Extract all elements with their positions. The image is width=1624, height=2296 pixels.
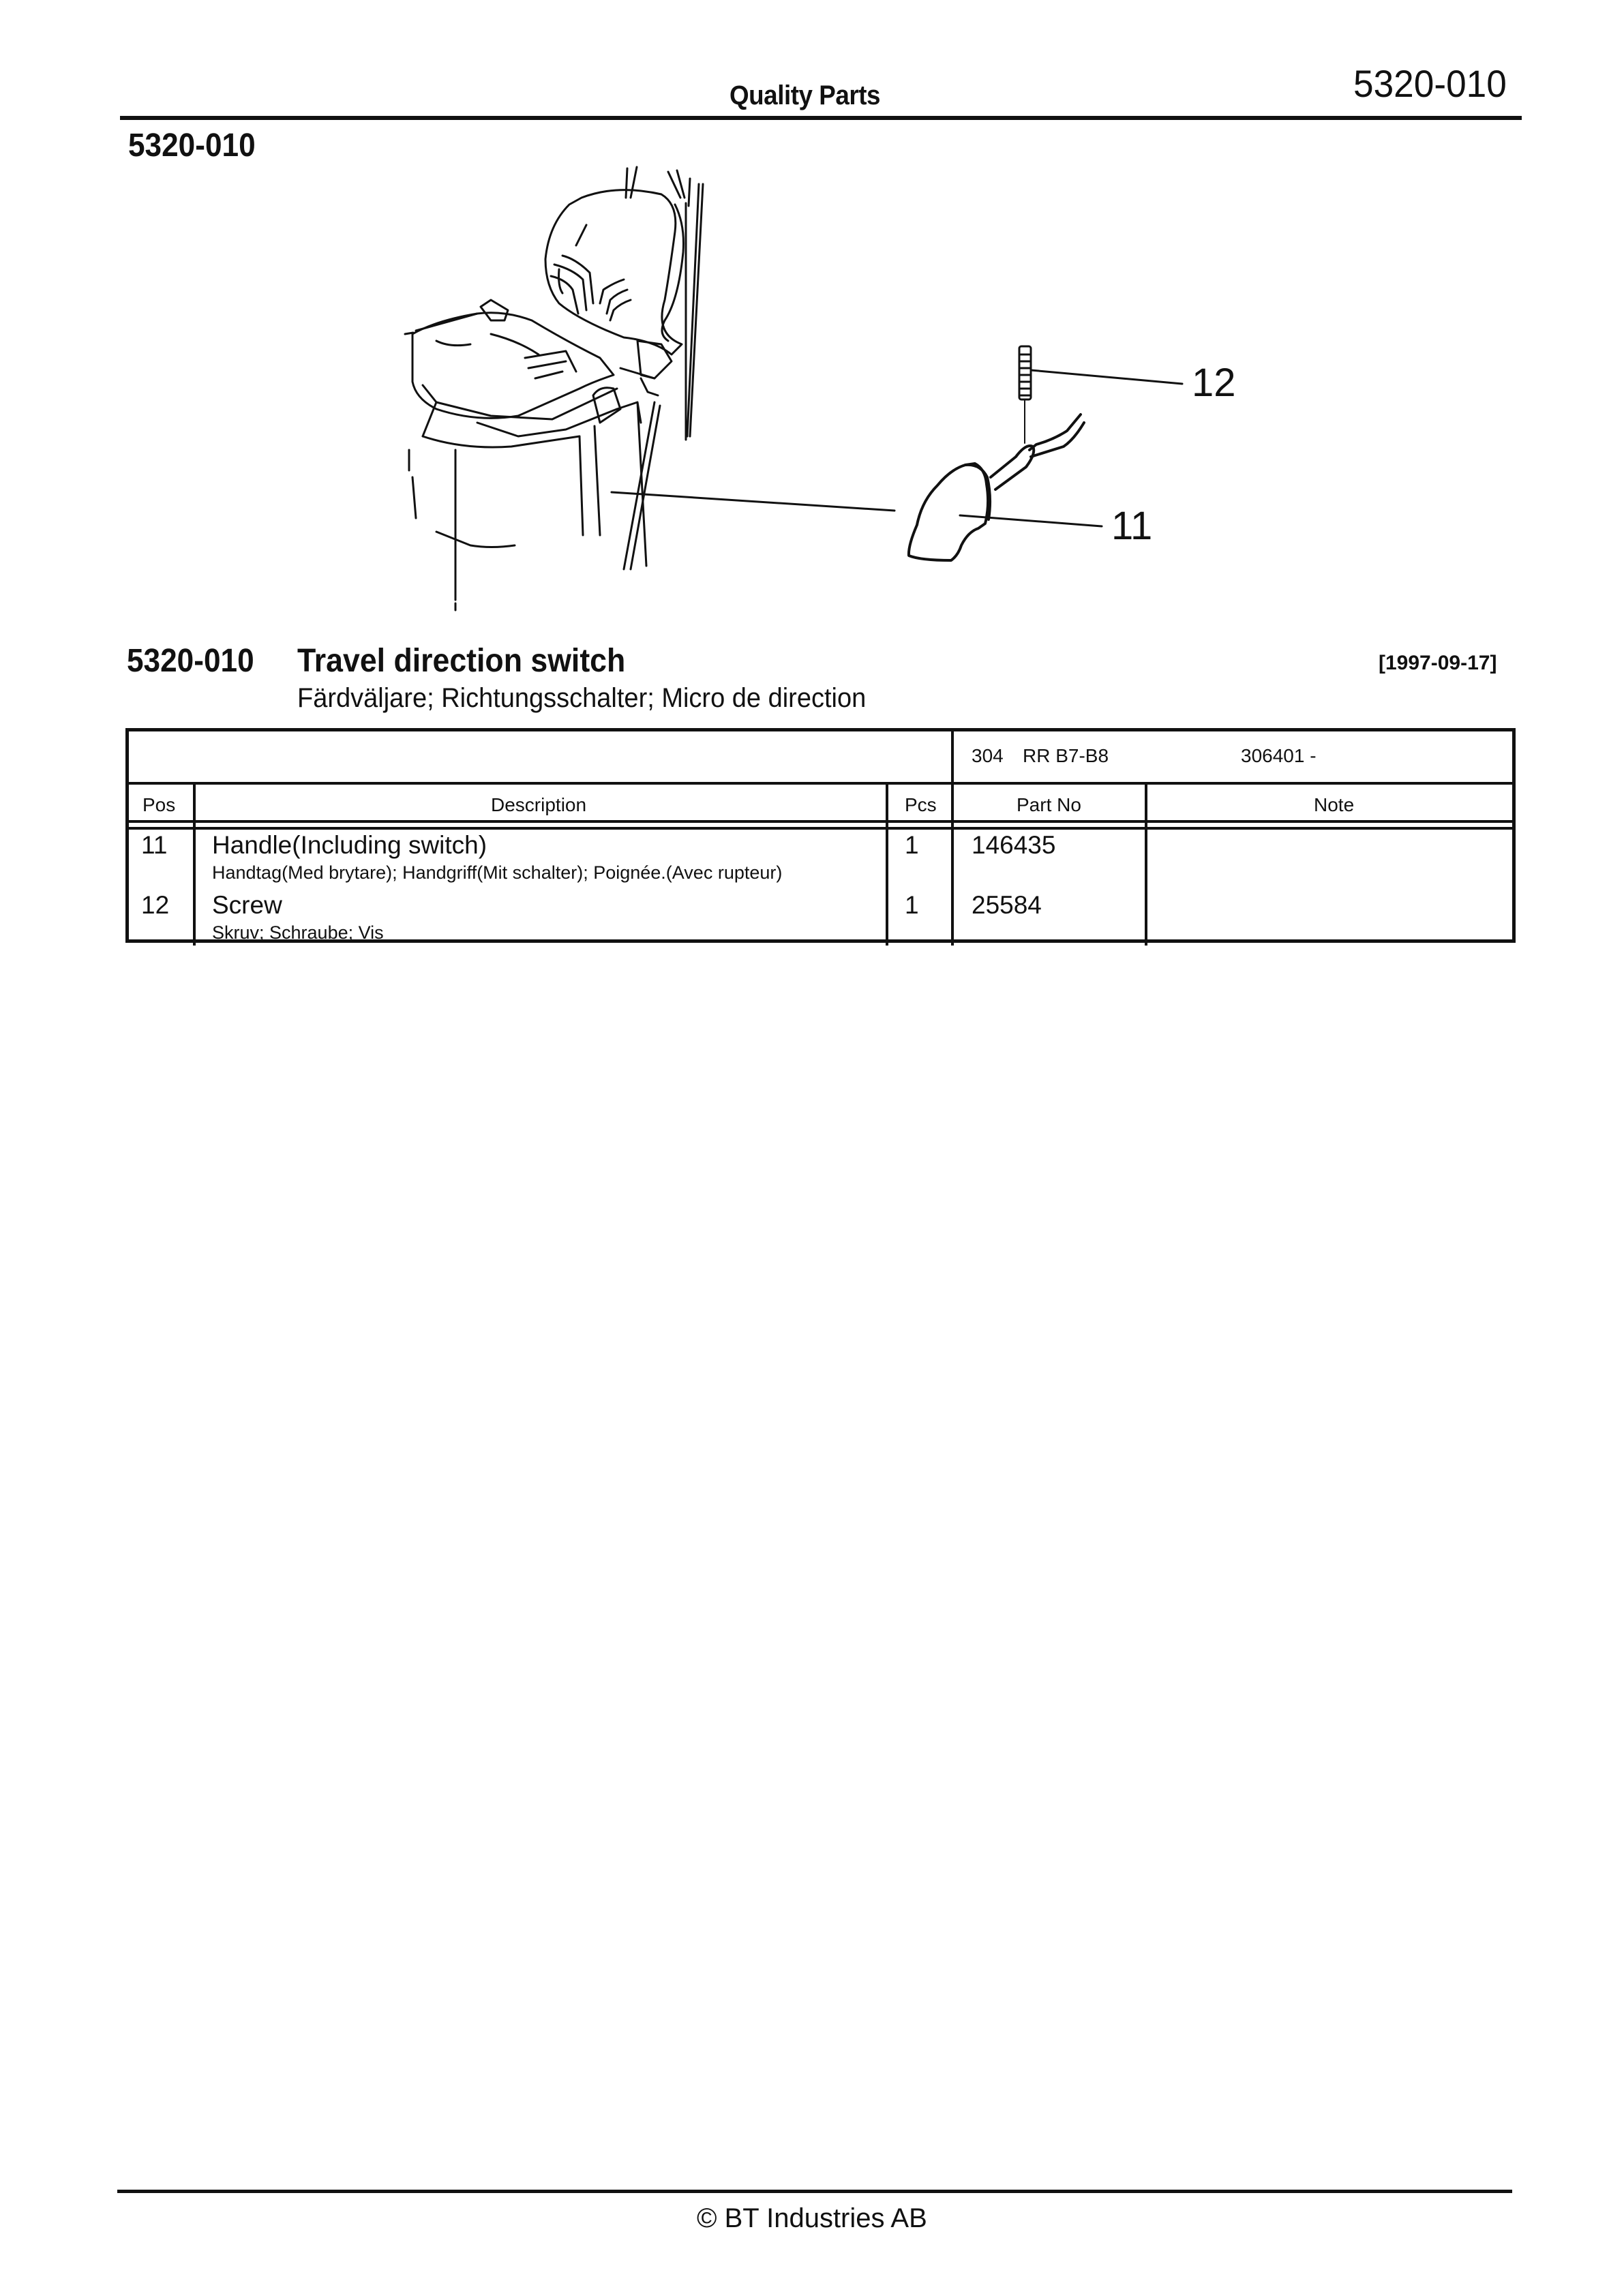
table-header-divider-2 [129, 827, 1512, 830]
parts-table [125, 728, 1516, 943]
revision-date: [1997-09-17] [1379, 652, 1497, 674]
copyright: © BT Industries AB [697, 2203, 927, 2233]
row-pcs: 1 [905, 831, 919, 859]
row-description: Handle(Including switch) [212, 831, 487, 859]
part-group-translations: Färdväljare; Richtungsschalter; Micro de direction [297, 683, 867, 713]
row-part-no: 146435 [972, 831, 1056, 859]
table-divider-model-col [951, 731, 954, 785]
footer-divider [117, 2190, 1512, 2193]
parts-diagram [382, 157, 1282, 620]
leader-line-12 [1031, 370, 1182, 384]
column-header-pos: Pos [142, 794, 176, 815]
column-divider-partno [1145, 782, 1147, 946]
column-divider-pcs [951, 782, 954, 946]
row-description: Screw [212, 891, 282, 919]
leader-line-11 [960, 515, 1102, 526]
row-pos: 12 [141, 891, 170, 919]
model-name: RR B7-B8 [1023, 745, 1109, 766]
column-header-partno: Part No [1017, 794, 1081, 815]
document-header-title: Quality Parts [730, 80, 881, 110]
section-code: 5320-010 [128, 127, 256, 164]
column-header-note: Note [1314, 794, 1355, 815]
part-group-title: Travel direction switch [297, 643, 626, 679]
row-description-translations: Skruv; Schraube; Vis [212, 922, 384, 943]
callout-label-11: 11 [1111, 504, 1153, 548]
handle-illustration [909, 414, 1084, 560]
page-code: 5320-010 [1353, 62, 1507, 105]
row-pcs: 1 [905, 891, 919, 919]
row-part-no: 25584 [972, 891, 1042, 919]
column-header-description: Description [491, 794, 587, 815]
table-header-divider-1 [129, 820, 1512, 823]
part-group-code: 5320-010 [127, 643, 254, 679]
leader-line-seat [612, 492, 894, 511]
column-header-pcs: Pcs [905, 794, 937, 815]
screw-illustration [1019, 346, 1031, 443]
model-number: 304 [972, 745, 1004, 766]
seat-illustration [405, 167, 703, 610]
serial-from: 306401 - [1241, 745, 1317, 766]
callout-label-12: 12 [1192, 361, 1236, 405]
row-description-translations: Handtag(Med brytare); Handgriff(Mit schalter); Poignée.(Avec rupteur) [212, 862, 783, 883]
table-divider-model-row [129, 782, 1512, 785]
column-divider-pos [193, 782, 196, 946]
row-pos: 11 [141, 831, 168, 859]
column-divider-description [886, 782, 888, 946]
header-divider [120, 116, 1522, 120]
